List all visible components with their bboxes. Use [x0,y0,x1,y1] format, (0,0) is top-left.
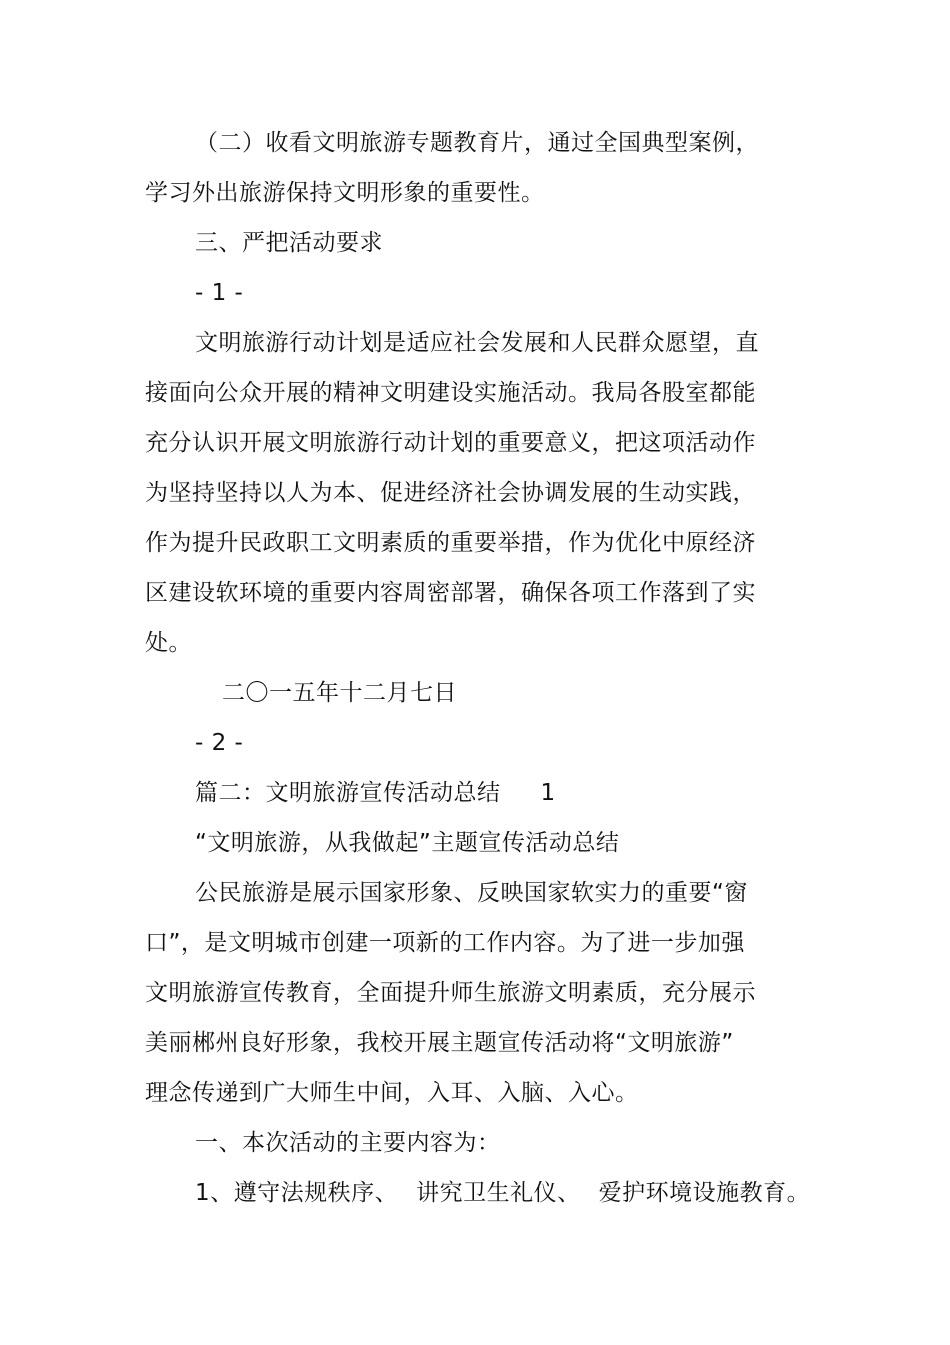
paragraph-b-line-4: 美丽郴州良好形象，我校开展主题宣传活动将“文明旅游” [145,1030,734,1056]
list-item-1-part-3: 爱护环境设施教育。 [598,1180,811,1206]
article-two-title-text: 篇二：文明旅游宣传活动总结 [195,780,501,806]
paragraph-a-line-5: 作为提升民政职工文明素质的重要举措，作为优化中原经济 [145,530,756,556]
section-three-heading: 三、严把活动要求 [195,230,383,256]
paragraph-a-line-7: 处。 [145,630,192,656]
document-date: 二〇一五年十二月七日 [222,680,457,706]
paragraph-b-line-1: 公民旅游是展示国家形象、反映国家软实力的重要“窗 [195,880,748,906]
list-item-1 [195,1178,810,1208]
page-number-1: - 1 - [195,280,244,306]
paragraph-b-line-5: 理念传递到广大师生中间，入耳、入脑、入心。 [145,1080,639,1106]
paragraph-b-line-2: 口”，是文明城市创建一项新的工作内容。为了进一步加强 [145,930,745,956]
article-two-title [195,778,556,808]
list-item-1-part-1: 1、遵守法规秩序、 [195,1180,399,1206]
paragraph-a-line-6: 区建设软环境的重要内容周密部署，确保各项工作落到了实 [145,580,756,606]
section-one-heading: 一、本次活动的主要内容为： [195,1130,501,1156]
paragraph-a-line-2: 接面向公众开展的精神文明建设实施活动。我局各股室都能 [145,380,756,406]
paragraph-a-line-1: 文明旅游行动计划是适应社会发展和人民群众愿望，直 [195,330,759,356]
paragraph-a-line-3: 充分认识开展文明旅游行动计划的重要意义，把这项活动作 [145,430,756,456]
list-item-1-part-2: 讲究卫生礼仪、 [416,1180,581,1206]
article-two-subtitle: “文明旅游，从我做起”主题宣传活动总结 [195,830,620,856]
section-two-line-2: 学习外出旅游保持文明形象的重要性。 [145,180,545,206]
paragraph-a-line-4: 为坚持坚持以人为本、促进经济社会协调发展的生动实践， [145,480,756,506]
page-number-2: - 2 - [195,730,244,756]
article-two-title-number: 1 [540,780,556,806]
section-two-line-1: （二）收看文明旅游专题教育片，通过全国典型案例， [195,130,759,156]
paragraph-b-line-3: 文明旅游宣传教育，全面提升师生旅游文明素质，充分展示 [145,980,756,1006]
